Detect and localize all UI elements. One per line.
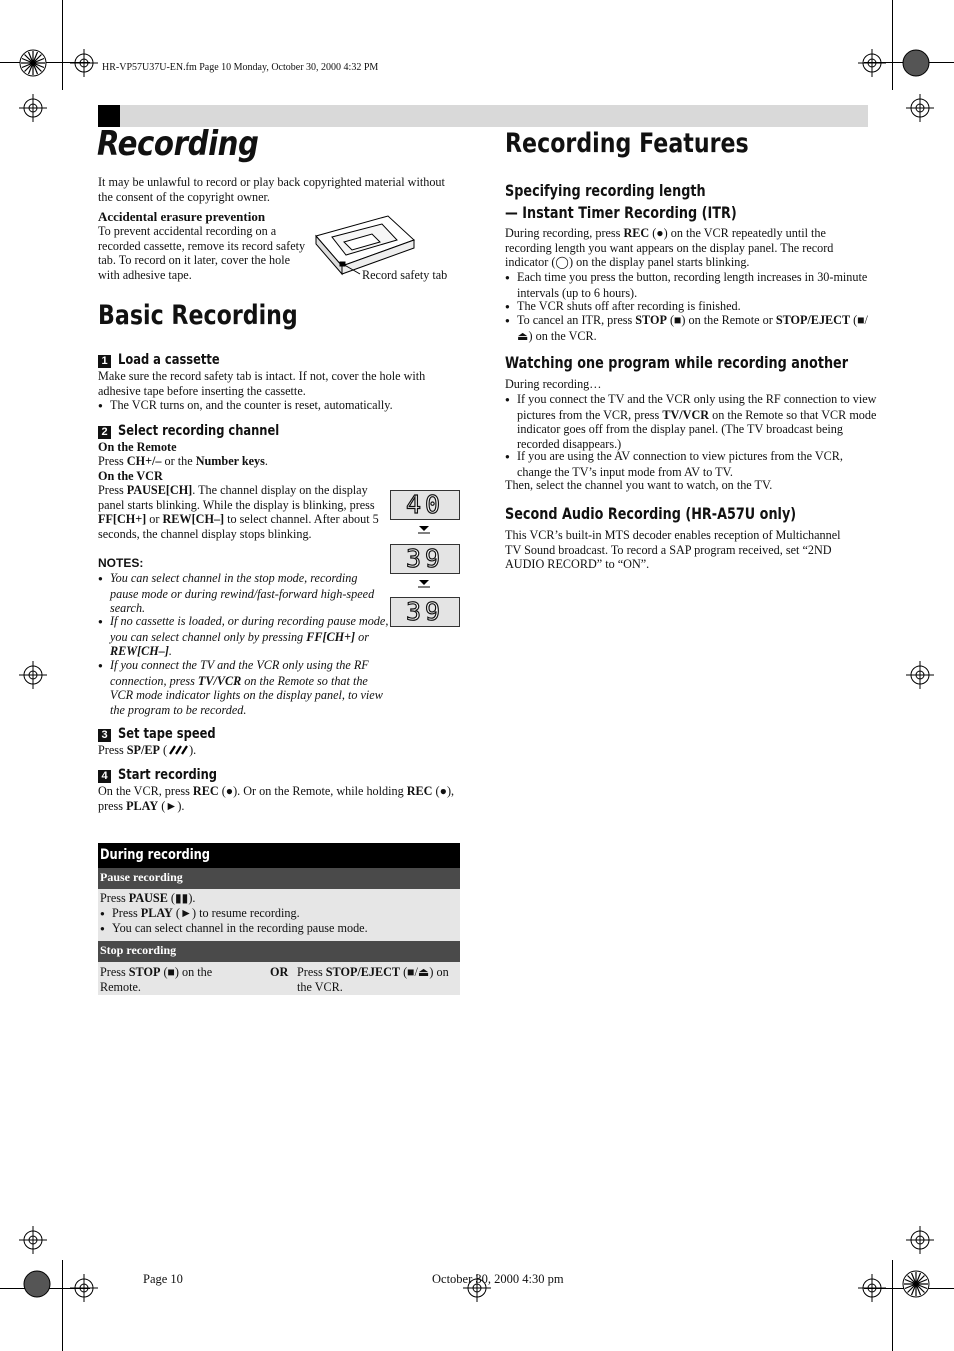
on-remote-text: Press CH+/– or the Number keys. <box>98 454 268 468</box>
stop-vcr-instruction: Press STOP/EJECT (■/⏏) on the VCR. <box>297 965 449 994</box>
stop-remote-instruction: Press STOP (■) on the Remote. <box>100 965 213 994</box>
sap-text: This VCR’s built-in MTS decoder enables reception of Multichannel TV Sound broadcast. To record a SAP program received, set “2ND AUDIO RECORD” to “ON”. <box>505 528 841 572</box>
page-number: Page 10 <box>143 1272 183 1286</box>
file-header-meta: HR-VP57U37U-EN.fm Page 10 Monday, October 30, 2000 4:32 PM <box>102 62 379 73</box>
stop-recording-heading: Stop recording <box>98 941 460 962</box>
channel-display-3-value: 39 <box>405 597 445 626</box>
step-4-number: 4 <box>98 770 111 783</box>
step-2-title: Select recording channel <box>118 423 280 439</box>
arrow-down-icon <box>418 525 430 535</box>
erasure-heading: Accidental erasure prevention <box>98 209 266 224</box>
copyright-notice: It may be unlawful to record or play back copyrighted material without the consent of the copyright owner. <box>98 175 445 204</box>
watching-heading: Watching one program while recording another <box>505 353 849 372</box>
note-1: ● You can select channel in the stop mode, recording pause mode or during rewind/fast-forward high-speed search. <box>98 571 382 616</box>
watching-intro: During recording… <box>505 377 602 391</box>
note-2: ● If no cassette is loaded, or during recording pause mode, you can select channel only by pressing FF[CH+] or REW[CH–]. <box>98 614 392 659</box>
step-1-bullet: ● The VCR turns on, and the counter is reset, automatically. <box>98 398 450 414</box>
pause-recording-heading: Pause recording <box>98 868 460 889</box>
cassette-illustration <box>312 210 417 276</box>
step-1-number: 1 <box>98 355 111 368</box>
basic-recording-title: Basic Recording <box>98 300 298 331</box>
watching-outro: Then, select the channel you want to watch, on the TV. <box>505 478 773 492</box>
channel-display-2 <box>390 544 460 574</box>
step-1-text: Make sure the record safety tab is intact. If not, cover the hole with adhesive tape before inserting the cassette. <box>98 369 426 398</box>
table-title: During recording <box>100 847 211 863</box>
stop-or-label: OR <box>270 965 289 979</box>
channel-display-2-value: 39 <box>405 544 445 573</box>
on-vcr-text: Press PAUSE[CH]. The channel display on the display panel starts blinking. While the display is blinking, press FF[CH+] or REW[CH–] to select channel. After about 5 seconds, the channel display stops blinking. <box>98 483 379 541</box>
step-2-number: 2 <box>98 426 111 439</box>
pause-bullet-1: ● Press PLAY (►) to resume recording. <box>100 906 460 922</box>
step-3-text: Press SP/EP ( ). <box>98 743 197 757</box>
pause-instruction: Press PAUSE (▮▮). <box>100 891 196 905</box>
sap-heading: Second Audio Recording (HR-A57U only) <box>505 504 797 523</box>
itr-bullet-1: ● Each time you press the button, recording length increases in 30-minute intervals (up to 6 hours). <box>505 270 872 300</box>
watching-bullet-1: ● If you connect the TV and the VCR only using the RF connection to view pictures from the VCR, press TV/VCR on the Remote so that VCR mode indicator goes off from the display panel. (The TV broadcast being recorded disappears.) <box>505 392 879 451</box>
erasure-text: To prevent accidental recording on a recorded cassette, remove its record safety tab. To record on it later, cover the hole with adhesive tape. <box>98 224 306 282</box>
footer-date: October 30, 2000 4:30 pm <box>432 1272 564 1286</box>
step-1-header <box>98 349 242 368</box>
arrow-down-icon <box>418 579 430 589</box>
pause-bullet-2: ● You can select channel in the recording pause mode. <box>100 921 460 937</box>
step-4-header <box>98 764 239 783</box>
notes-heading: NOTES: <box>98 556 144 570</box>
on-vcr-heading: On the VCR <box>98 469 163 483</box>
page-title: Recording <box>97 124 259 164</box>
itr-bullet-3: ● To cancel an ITR, press STOP (■) on the Remote or STOP/EJECT (■/⏏) on the VCR. <box>505 313 882 343</box>
on-remote-heading: On the Remote <box>98 440 177 454</box>
step-2-header <box>98 420 315 439</box>
recording-features-title: Recording Features <box>505 128 749 159</box>
itr-heading <box>505 180 737 224</box>
channel-display-1 <box>390 490 460 520</box>
step-3-title: Set tape speed <box>118 726 216 742</box>
step-4-text: On the VCR, press REC (●). Or on the Remote, while holding REC (●), press PLAY (►). <box>98 784 455 813</box>
channel-display-3 <box>390 597 460 627</box>
caption-pointer <box>340 262 362 276</box>
table-title-row <box>98 843 460 868</box>
step-3-header <box>98 723 237 742</box>
itr-bullet-2: ● The VCR shuts off after recording is finished. <box>505 299 872 315</box>
itr-heading-line-1: Specifying recording length <box>505 181 706 200</box>
step-1-title: Load a cassette <box>118 352 220 368</box>
during-recording-table <box>98 843 460 995</box>
step-4-title: Start recording <box>118 767 218 783</box>
channel-display-1-value: 40 <box>405 490 445 519</box>
safety-tab-caption: Record safety tab <box>362 268 448 282</box>
itr-heading-line-2: — Instant Timer Recording (ITR) <box>505 203 737 222</box>
sp-ep-icon <box>167 745 189 755</box>
stop-recording-body <box>98 962 460 995</box>
note-3: ● If you connect the TV and the VCR only using the RF connection, press TV/VCR on the Remote so that the VCR mode indicator lights on the display panel, to view the program to be recorded. <box>98 658 392 717</box>
pause-recording-body <box>98 889 460 941</box>
watching-bullet-2: ● If you are using the AV connection to view pictures from the VCR, change the TV’s input mode from AV to TV. <box>505 449 869 479</box>
step-3-number: 3 <box>98 729 111 742</box>
itr-text: During recording, press REC (●) on the VCR repeatedly until the recording length you want appears on the display panel. The record indicator (◯) on the display panel starts blinking. <box>505 226 834 270</box>
